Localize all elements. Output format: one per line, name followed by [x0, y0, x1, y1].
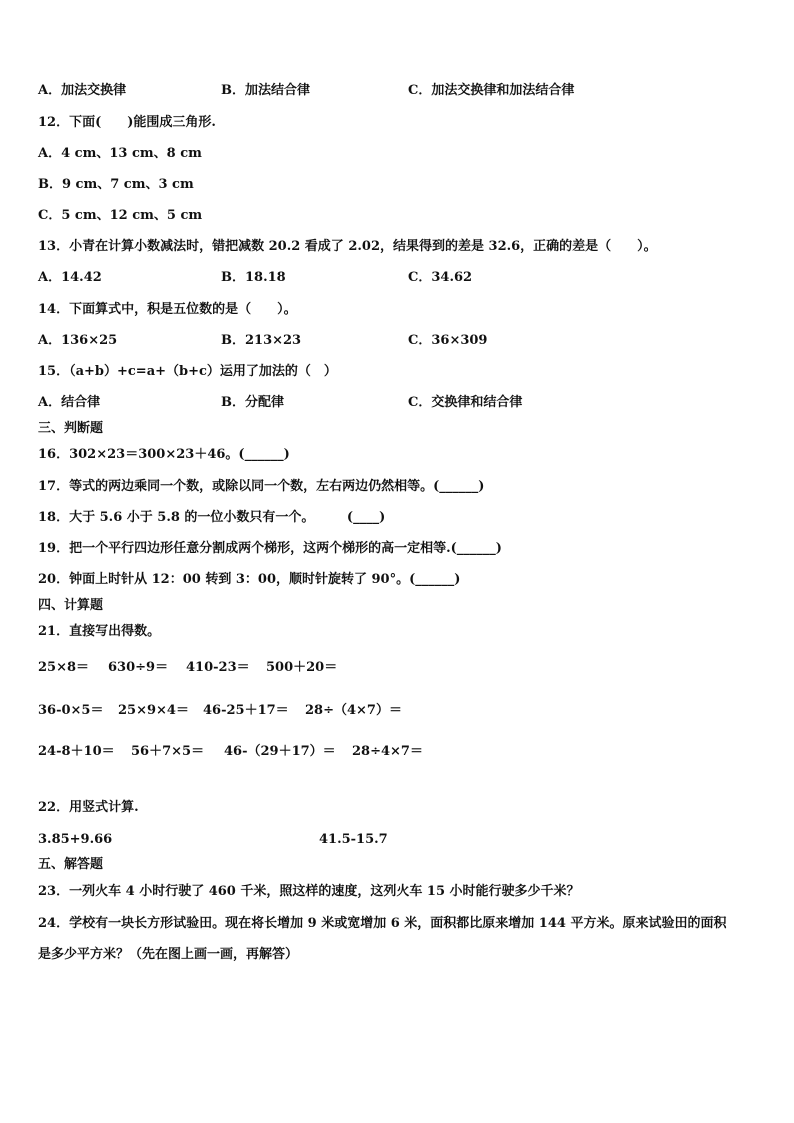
- calc-item: 25×9×4＝: [118, 703, 189, 718]
- calc-item: 25×8＝: [38, 660, 90, 675]
- q13-option-c: C．34.62: [408, 270, 473, 285]
- q12-option-b: B．9 cm、7 cm、3 cm: [38, 177, 194, 192]
- q11-option-c: C．加法交换律和加法结合律: [408, 83, 575, 98]
- q14-option-b: B．213×23: [221, 333, 302, 348]
- calc-item: 24-8＋10＝: [38, 744, 115, 759]
- q12-option-c: C．5 cm、12 cm、5 cm: [38, 208, 203, 223]
- q15-option-b: B．分配律: [221, 395, 284, 410]
- q22-expression-a: 3.85+9.66: [38, 832, 113, 847]
- calc-item: 28÷4×7＝: [352, 744, 423, 759]
- q15-stem: 15．（a+b）+c=a+（b+c）运用了加法的（ ）: [38, 364, 337, 379]
- q15-option-a: A．结合律: [38, 395, 101, 410]
- q20: 20．钟面上时针从 12：00 转到 3：00，顺时针旋转了 90°。(______): [38, 572, 461, 587]
- calc-item: 28÷（4×7）＝: [305, 703, 402, 718]
- section-5-title: 五、解答题: [38, 857, 104, 872]
- q11-option-a: A．加法交换律: [38, 83, 127, 98]
- q14-option-a: A．136×25: [38, 333, 118, 348]
- q17: 17．等式的两边乘同一个数，或除以同一个数，左右两边仍然相等。(______): [38, 479, 485, 494]
- calc-item: 46-25＋17＝: [203, 703, 289, 718]
- section-3-title: 三、判断题: [38, 421, 104, 436]
- q16: 16．302×23＝300×23＋46。(______): [38, 447, 290, 462]
- section-4-title: 四、计算题: [38, 598, 104, 613]
- q13-option-b: B．18.18: [221, 270, 286, 285]
- q19: 19．把一个平行四边形任意分割成两个梯形，这两个梯形的高一定相等.(______): [38, 541, 502, 556]
- q18: 18．大于 5.6 小于 5.8 的一位小数只有一个。 (____): [38, 510, 386, 525]
- q13-option-a: A．14.42: [38, 270, 102, 285]
- q13-stem: 13．小青在计算小数减法时，错把减数 20.2 看成了 2.02，结果得到的差是 32.6，正确的差是（ ）。: [38, 239, 657, 254]
- q15-option-c: C．交换律和结合律: [408, 395, 523, 410]
- q24-line-1: 24．学校有一块长方形试验田。现在将长增加 9 米或宽增加 6 米，面积都比原来增加 144 平方米。原来试验田的面积: [38, 916, 727, 931]
- calc-item: 500＋20＝: [266, 660, 338, 675]
- q14-stem: 14．下面算式中，积是五位数的是（ ）。: [38, 302, 297, 317]
- q14-option-c: C．36×309: [408, 333, 488, 348]
- q11-option-b: B．加法结合律: [221, 83, 310, 98]
- calc-item: 36-0×5＝: [38, 703, 104, 718]
- calc-item: 630÷9＝: [108, 660, 169, 675]
- calc-item: 46-（29＋17）＝: [224, 744, 336, 759]
- q24-line-2: 是多少平方米？（先在图上画一画，再解答）: [38, 947, 299, 962]
- q23: 23．一列火车 4 小时行驶了 460 千米，照这样的速度，这列火车 15 小时能行驶多少千米？: [38, 884, 580, 899]
- q21-stem: 21．直接写出得数。: [38, 624, 161, 639]
- q22-expression-b: 41.5-15.7: [319, 832, 388, 847]
- q12-option-a: A．4 cm、13 cm、8 cm: [38, 146, 202, 161]
- calc-item: 410-23＝: [186, 660, 250, 675]
- q22-stem: 22．用竖式计算.: [38, 800, 139, 815]
- q12-stem: 12．下面( )能围成三角形.: [38, 115, 216, 130]
- calc-item: 56＋7×5＝: [131, 744, 205, 759]
